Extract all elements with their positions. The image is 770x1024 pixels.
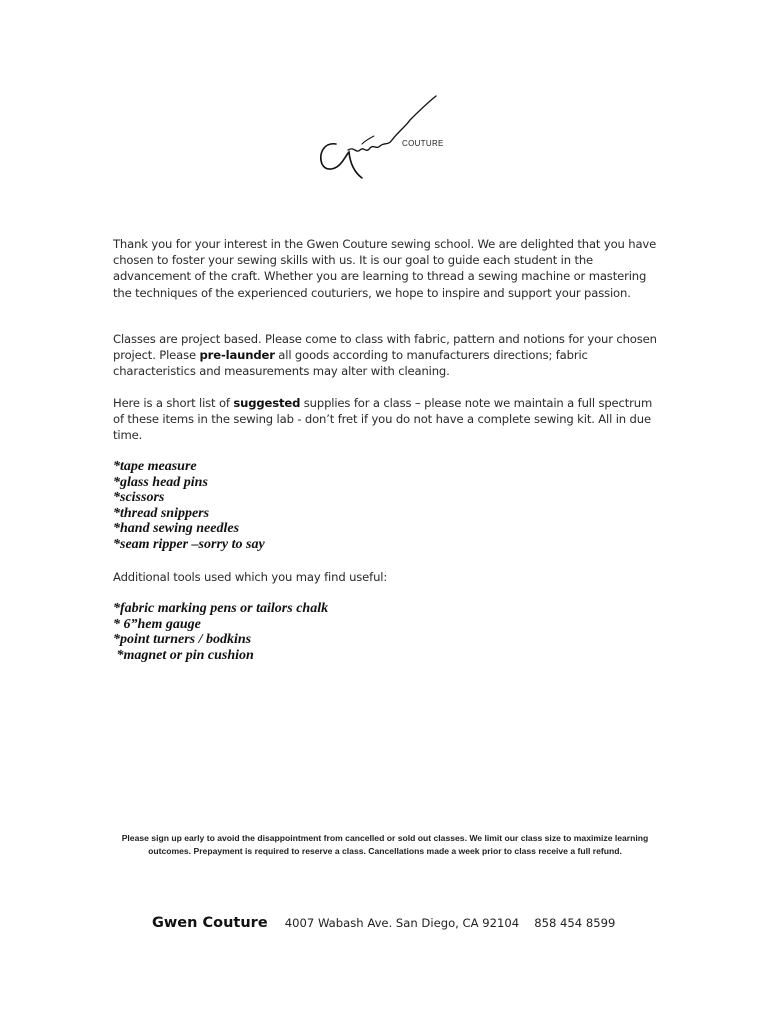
supplies-text-emphasis: suggested (233, 396, 301, 410)
supplies-paragraph (113, 395, 661, 444)
intro-paragraph: Thank you for your interest in the Gwen Couture sewing school. We are delighted that you have chosen to foster your sewing skills with us. It is our goal to guide each student in the advancement of the craft. Whether you are learning to thread a sewing machine or mastering the techniques of the experienced couturiers, we hope to inspire and support your passion. (113, 237, 657, 300)
supplies-text-after: supplies for a class – please note we maintain a full spectrum of these items in the sewing lab - don’t fret if you do not have a complete sewing kit. All in due time. (113, 396, 653, 443)
footer-brand: Gwen Couture (152, 915, 268, 931)
supply-list-item: *scissors (113, 490, 165, 506)
classes-text-emphasis: pre-launder (199, 348, 275, 363)
logo-wordmark: COUTURE (402, 139, 444, 148)
additional-list-item: *point turners / bodkins (113, 632, 252, 648)
classes-text-before: Classes are project based. Please come to class with fabric, pattern and notions for your chosen project. Please (113, 332, 657, 363)
additional-list-item: * 6”hem gauge (113, 616, 201, 632)
footer (152, 912, 615, 931)
supply-list-item: *seam ripper –sorry to say (113, 536, 265, 552)
gwen-signature (314, 92, 474, 184)
additional-tools-intro: Additional tools used which you may find useful: (113, 570, 388, 584)
supply-list-item: *thread snippers (113, 505, 210, 521)
supplies-text-before: Here is a short list of (113, 396, 234, 410)
additional-list-item: *magnet or pin cushion (113, 647, 254, 663)
footer-address: 4007 Wabash Ave. San Diego, CA 92104 (284, 916, 520, 930)
footer-phone: 858 454 8599 (534, 916, 616, 930)
classes-paragraph (113, 331, 661, 380)
supply-list-item: *tape measure (113, 459, 197, 474)
supply-list (113, 459, 265, 553)
supply-list-item: *hand sewing needles (113, 521, 240, 537)
additional-list-item: *fabric marking pens or tailors chalk (113, 601, 329, 616)
additional-tools-list (113, 601, 328, 663)
classes-text-after: all goods according to manufacturers directions; fabric characteristics and measurements may alter with cleaning. (113, 348, 588, 379)
supply-list-item: *glass head pins (113, 474, 208, 490)
signup-notice: Please sign up early to avoid the disappointment from cancelled or sold out classes. We limit our class size to maximize learning outcomes. Prepayment is required to reserve a class. Cancellations made a week prior to class receive a full refund. (121, 833, 649, 856)
logo (314, 92, 474, 184)
